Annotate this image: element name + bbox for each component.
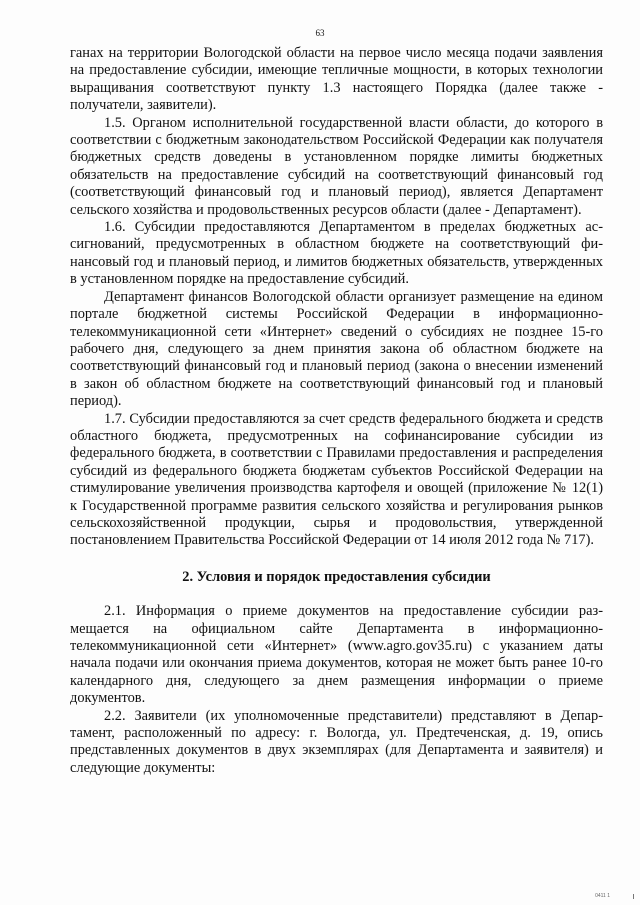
- page-number: 63: [315, 28, 325, 38]
- paragraph-1-7: 1.7. Субсидии предоставляются за счет средств федерального бюджета и средств областного бюджета, предусмотренных на софинансирование субсидии из федерального бюджета, в соответствии с Правилами предоставления и распределения субсидий из федерального бюджета бюджетам субъектов Российской Федерации на стимулирование увеличения производства картофеля и овощей (приложение № 12(1) к Государственной программе развития сельского хозяйства и регулирования рынков сельскохозяйственной продукции, сырья и продовольствия, утвержденной постановлением Правительства Российской Федерации от 14 июля 2012 года № 717).: [70, 410, 603, 549]
- document-body: [70, 45, 603, 777]
- paragraph-1-6: 1.6. Субсидии предоставляются Департаментом в пределах бюджетных ассигнований, предусмотренных в областном бюджете на соответствующий финансовый год и плановый период, и лимитов бюджетных обязательств, утвержденных в установленном порядке на предоставление субсидий.: [70, 219, 603, 288]
- paragraph-2-2: 2.2. Заявители (их уполномоченные представители) представляют в Департамент, расположенный по адресу: г. Вологда, ул. Предтеченская, д. 19, опись представленных документов в двух экземплярах (для Департамента и заявителя) и следующие документы:: [70, 707, 603, 776]
- edge-mark: [633, 894, 634, 899]
- paragraph-1-5: 1.5. Органом исполнительной государственной власти области, до которого в соответствии с бюджетным законодательством Российской Федерации как получателя бюджетных средств доведены в установленном порядке лимиты бюджетных обязательств на предоставление субсидий на соответствующий финансовый год (соответствующий финансовый год и плановый период), является Департамент сельского хозяйства и продовольственных ресурсов области (далее - Департамент).: [70, 114, 603, 218]
- section-heading: 2. Условия и порядок предоставления субсидии: [182, 568, 491, 585]
- paragraph-2-1: 2.1. Информация о приеме документов на предоставление субсидии размещается на официальном сайте Департамента в информационно-телекоммуникационной сети «Интернет» (www.agro.gov35.ru) с указанием даты начала подачи или окончания приема документов, которая не может быть ранее 10-го календарного дня, следующего за днем размещения информации о приеме документов.: [70, 603, 603, 707]
- footer-code: 0411 1: [595, 893, 610, 899]
- paragraph-finance-department: Департамент финансов Вологодской области организует размещение на едином портале бюджетной системы Российской Федерации в информационно-телекоммуникационной сети «Интернет» сведений о субсидиях не позднее 15-го рабочего дня, следующего за днем принятия закона об областном бюджете на соответствующий финансовый год и плановый период (закона о внесении изменений в закон об областном бюджете на соответствующий финансовый год и плановый период).: [70, 288, 603, 410]
- paragraph-continuation: ганах на территории Вологодской области на первое число месяца подачи заявления на предоставление субсидии, имеющие тепличные мощности, в которых технологии выращивания соответствуют пункту 1.3 настоящего Порядка (далее также - получатели, заявители).: [70, 45, 603, 114]
